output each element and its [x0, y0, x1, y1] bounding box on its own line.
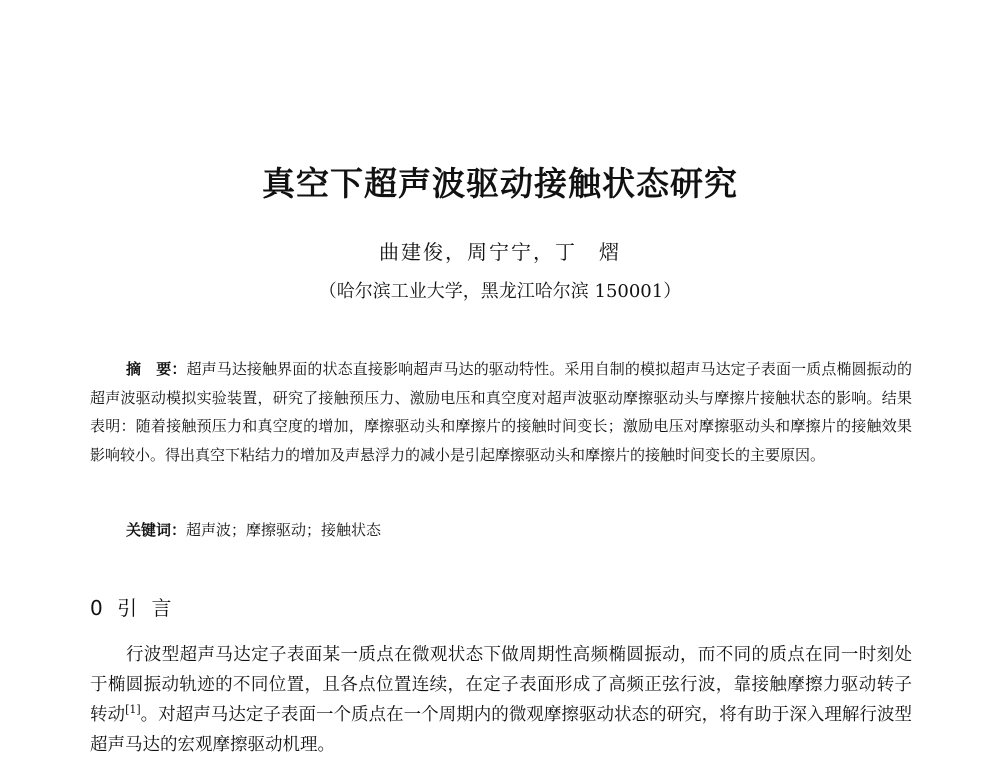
- section-heading-introduction: 0 引 言: [90, 596, 176, 620]
- paper-title: 真空下超声波驱动接触状态研究: [262, 164, 738, 203]
- keywords-text: 超声波；摩擦驱动；接触状态: [186, 521, 382, 539]
- intro-text-after-ref: 。对超声马达定子表面一个质点在一个周期内的微观摩擦驱动状态的研究，将有助于深入理解行波型超声马达的宏观摩擦驱动机理。: [90, 705, 912, 755]
- introduction-paragraph: [90, 640, 912, 760]
- keywords: [126, 516, 381, 544]
- keywords-label: 关键词：: [126, 521, 187, 539]
- abstract-text: 超声马达接触界面的状态直接影响超声马达的驱动特性。采用自制的模拟超声马达定子表面一质点椭圆振动的超声波驱动模拟实验装置，研究了接触预压力、激励电压和真空度对超声波驱动摩擦驱动头与摩擦片接触状态的影响。结果表明：随着接触预压力和真空度的增加，摩擦驱动头和摩擦片的接触时间变长；激励电压对摩擦驱动头和摩擦片的接触效果影响较小。得出真空下粘结力的增加及声悬浮力的减小是引起摩擦驱动头和摩擦片的接触时间变长的主要原因。: [90, 360, 912, 464]
- intro-text-before-ref: 行波型超声马达定子表面某一质点在微观状态下做周期性高频椭圆振动，而不同的质点在同一时刻处于椭圆振动轨迹的不同位置，且各点位置连续，在定子表面形成了高频正弦行波，靠接触摩擦力驱动转子转动: [90, 645, 912, 725]
- abstract-label: 摘 要：: [126, 360, 187, 378]
- reference-mark: [1]: [125, 703, 141, 717]
- author-list: 曲建俊，周宁宁，丁 熠: [379, 240, 621, 264]
- affiliation: （哈尔滨工业大学，黑龙江哈尔滨 150001）: [318, 281, 682, 302]
- abstract: [90, 355, 912, 469]
